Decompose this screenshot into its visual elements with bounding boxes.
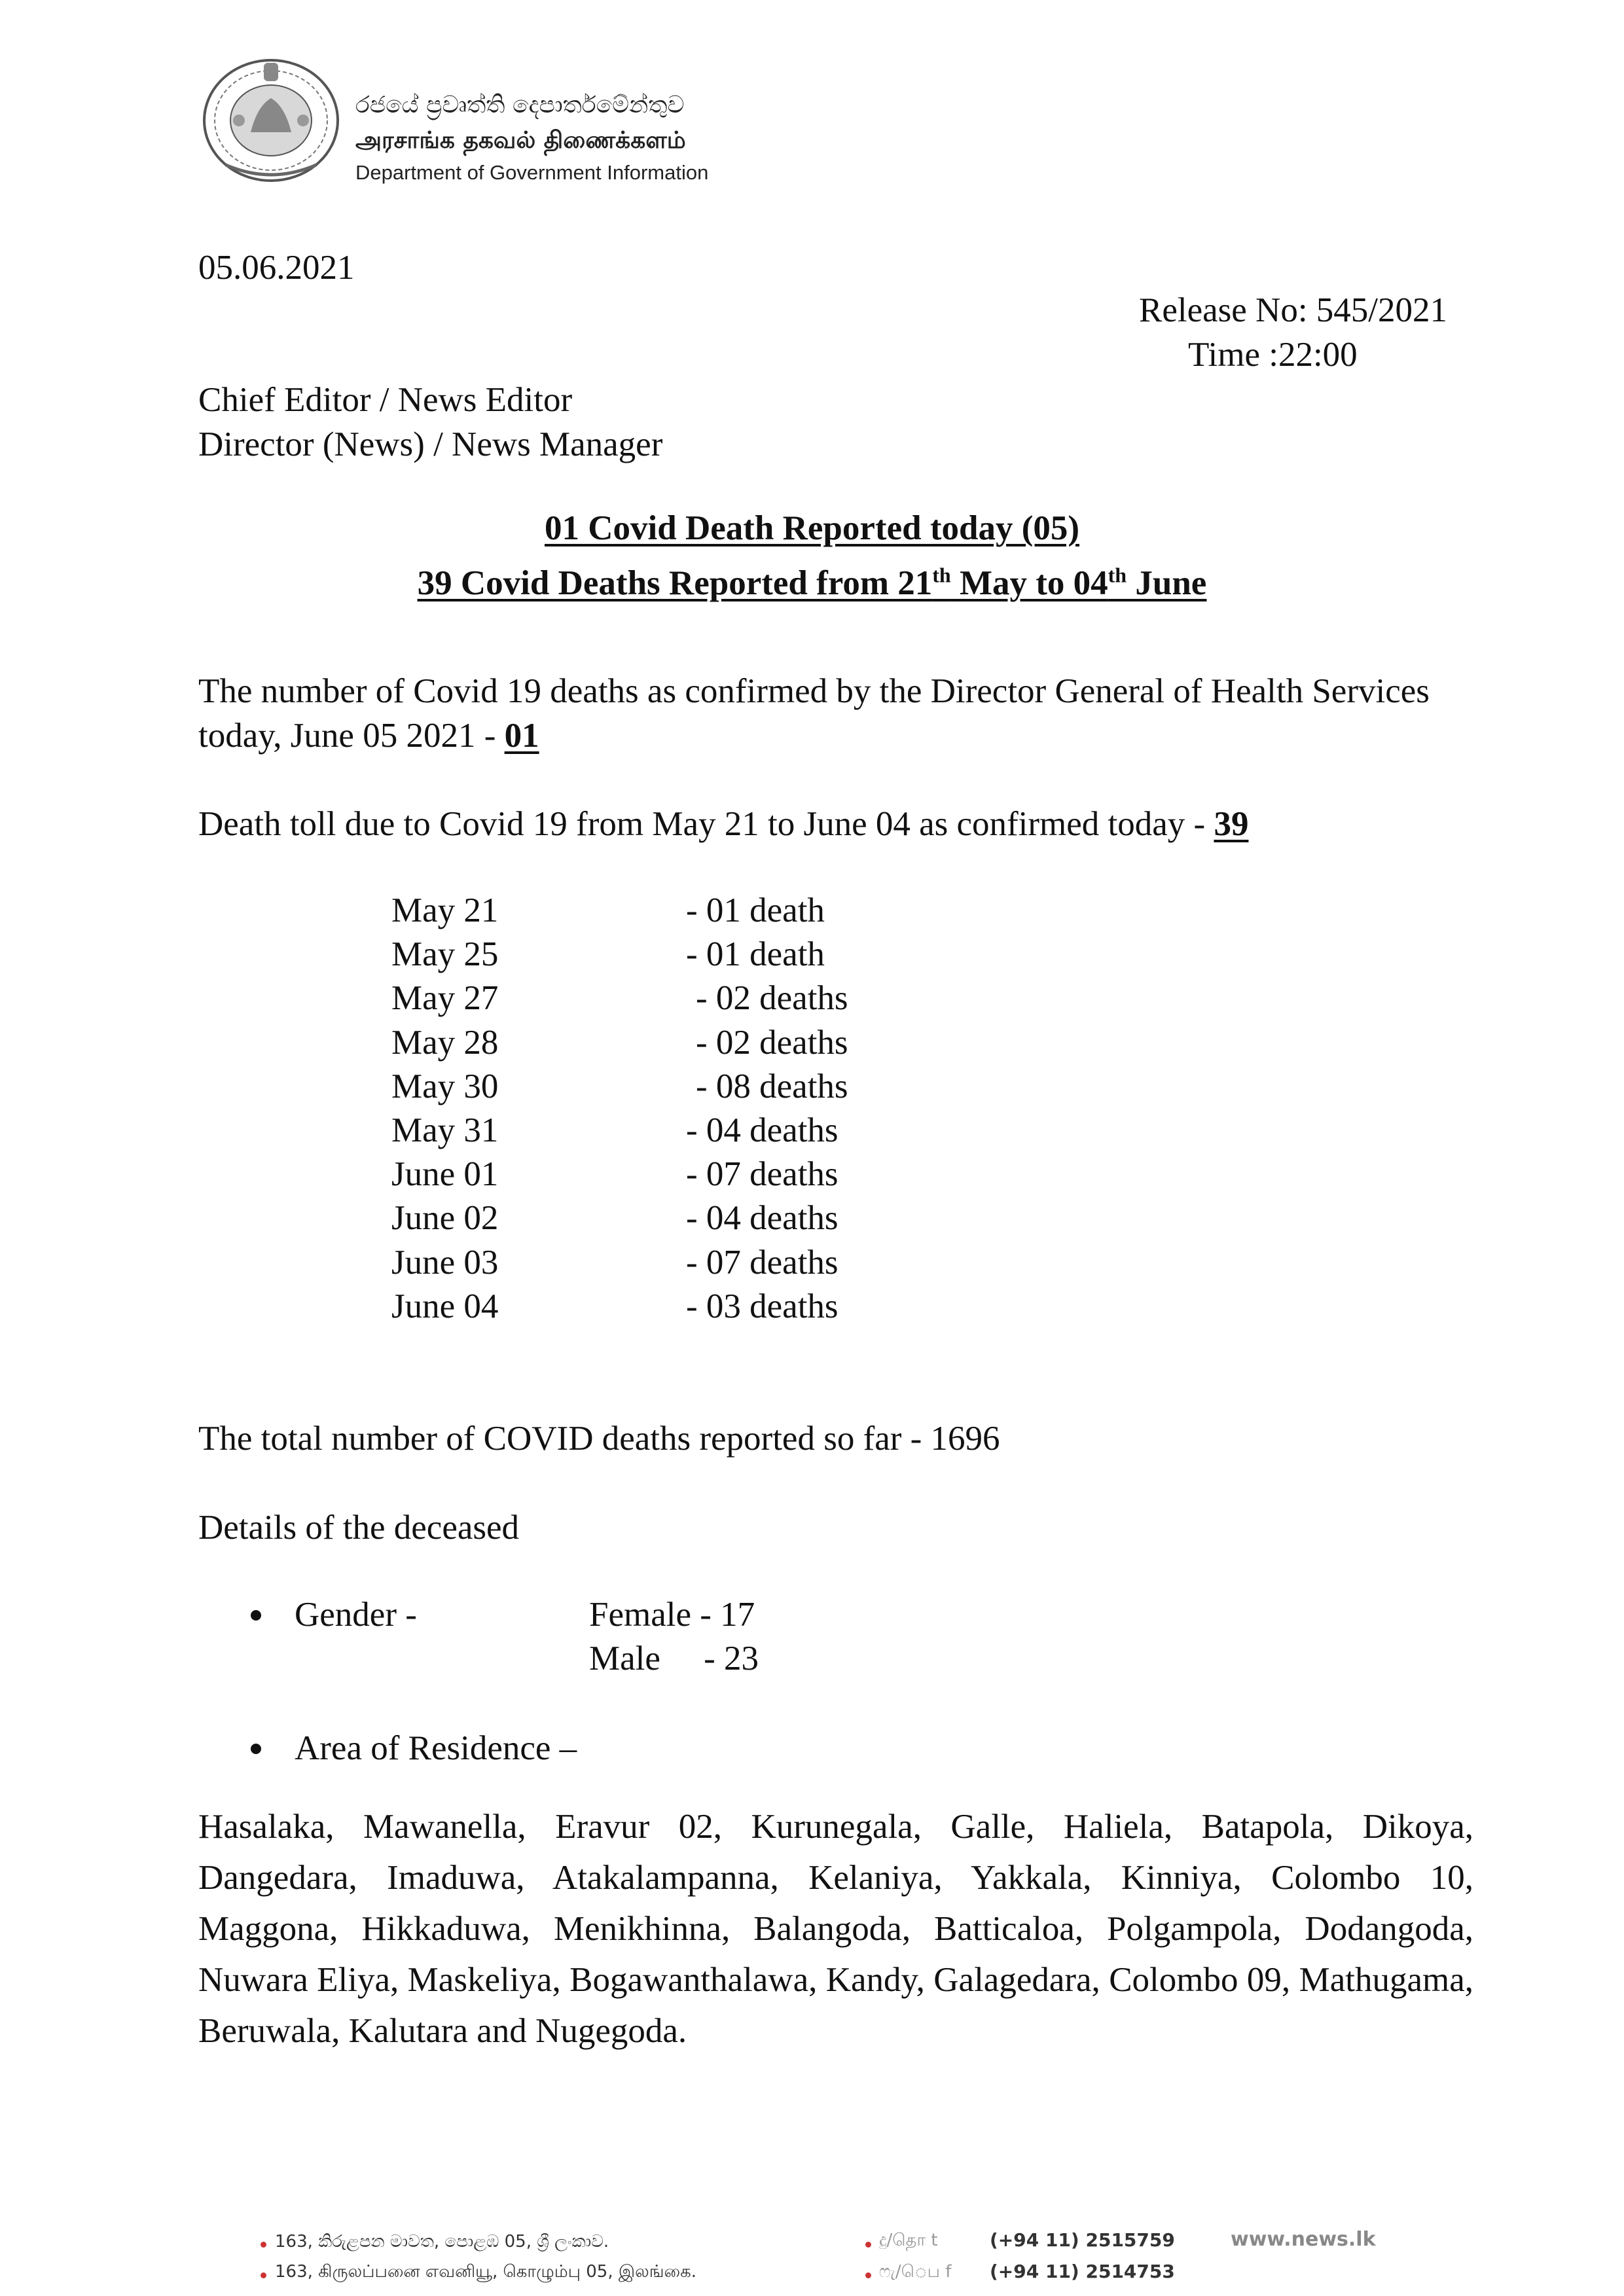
deaths-by-day-list [391,888,981,1328]
bullet-icon [261,2242,266,2248]
death-toll-value: 39 [1214,805,1249,843]
bullet-icon [865,2242,871,2248]
release-number: Release No: 545/2021 [1139,291,1448,329]
headline-1 [0,506,1624,550]
death-count: - 07 deaths [686,1155,839,1194]
death-count: - 04 deaths [686,1111,839,1149]
list-item [391,976,981,1020]
list-item [391,1284,981,1328]
details-heading: Details of the deceased [198,1509,520,1547]
recipient-line: Director (News) / News Manager [198,425,663,463]
death-day: May 31 [391,1111,499,1149]
paragraph-deaths-today [198,669,1481,758]
bullet-icon [251,1744,261,1754]
bullet-icon [865,2272,871,2278]
list-item [391,1108,981,1152]
list-item [391,1240,981,1284]
death-count: - 02 deaths [696,1023,848,1062]
headline-2 [0,561,1624,605]
headline-2-part1: 39 Covid Deaths Reported from 21 [417,564,933,602]
deaths-today-value: 01 [504,717,539,755]
death-day: May 28 [391,1023,499,1062]
letterhead-english: Department of Government Information [355,161,709,184]
death-day: June 01 [391,1155,499,1194]
footer-address-tamil: 163, கிருலப்பனை எவனியூ, கொழும்பு 05, இலங்கை. [275,2262,697,2282]
gender-label: Gender - [295,1596,417,1634]
footer-fax: (+94 11) 2514753 [990,2261,1175,2282]
death-count: - 01 death [686,891,825,929]
death-count: - 04 deaths [686,1199,839,1238]
death-day: June 02 [391,1199,499,1238]
death-count: - 08 deaths [696,1067,848,1105]
areas-of-residence: Hasalaka, Mawanella, Eravur 02, Kurunegala, Galle, Haliela, Batapola, Dikoya, Dangedara, Imaduwa, Atakalampanna, Kelaniya, Yakkala, Kinniya, Colombo 10, Maggona, Hikkaduwa, Menikhinna, Balangoda, Batticaloa, Polgampola, Dodangoda, Nuwara Eliya, Maskeliya, Bogawanthalawa, Kandy, Galagedara, Colombo 09, Mathugama, Beruwala, Kalutara and Nugegoda. [198,1808,1473,2050]
headline-2-text [418,564,1207,602]
list-item [391,1064,981,1108]
list-item [391,932,981,976]
letterhead-tamil: அரசாங்க தகவல் திணைக்களம் [355,127,686,154]
list-item [391,1152,981,1196]
government-emblem-icon [200,54,342,185]
gender-female: Female - 17 [589,1596,755,1634]
death-day: May 21 [391,891,499,929]
headline-2-part2: May to 04 [950,564,1108,602]
death-count: - 03 deaths [686,1287,839,1325]
list-item [391,1196,981,1240]
list-item [391,1020,981,1064]
paragraph-death-toll [198,802,1248,846]
death-day: June 04 [391,1287,499,1325]
area-label: Area of Residence – [295,1729,577,1767]
headline-2-sup1: th [932,563,951,587]
death-day: May 25 [391,935,499,974]
headline-2-part3: June [1127,564,1207,602]
footer-tel: (+94 11) 2515759 [990,2229,1175,2251]
recipient-line: Chief Editor / News Editor [198,381,573,419]
bullet-icon [261,2272,266,2278]
release-date: 05.06.2021 [198,249,355,287]
footer-website: www.news.lk [1231,2228,1376,2251]
death-count: - 07 deaths [686,1243,839,1282]
death-day: June 03 [391,1243,499,1282]
death-count: - 01 death [686,935,825,974]
recipients [198,378,662,467]
death-day: May 27 [391,979,499,1018]
bullet-icon [251,1610,261,1621]
letterhead [200,51,854,195]
death-count: - 02 deaths [696,979,848,1018]
headline-1-text: 01 Covid Death Reported today (05) [544,509,1080,547]
total-deaths: The total number of COVID deaths reported so far - 1696 [198,1420,1000,1458]
headline-2-sup2: th [1108,563,1127,587]
footer-tel-label: දු/தொ t [879,2231,938,2250]
release-time: Time :22:00 [1188,336,1358,374]
footer-fax-label: ෆැ/ெப f [879,2262,952,2282]
paragraph-death-toll-text: Death toll due to Covid 19 from May 21 to June 04 as confirmed today - [198,805,1214,843]
gender-male: Male - 23 [589,1640,759,1677]
paragraph-deaths-today-text: The number of Covid 19 deaths as confirmed by the Director General of Health Services today, June 05 2021 - [198,672,1430,755]
letterhead-sinhala: රජයේ ප්‍රවෘත්ති දෙපාර්තමේන්තුව [355,92,685,118]
list-item [391,888,981,932]
footer-address-sinhala: 163, කිරුළපන මාවත, පොළඹ 05, ශ්‍රී ලංකාව. [275,2232,609,2251]
death-day: May 30 [391,1067,499,1105]
